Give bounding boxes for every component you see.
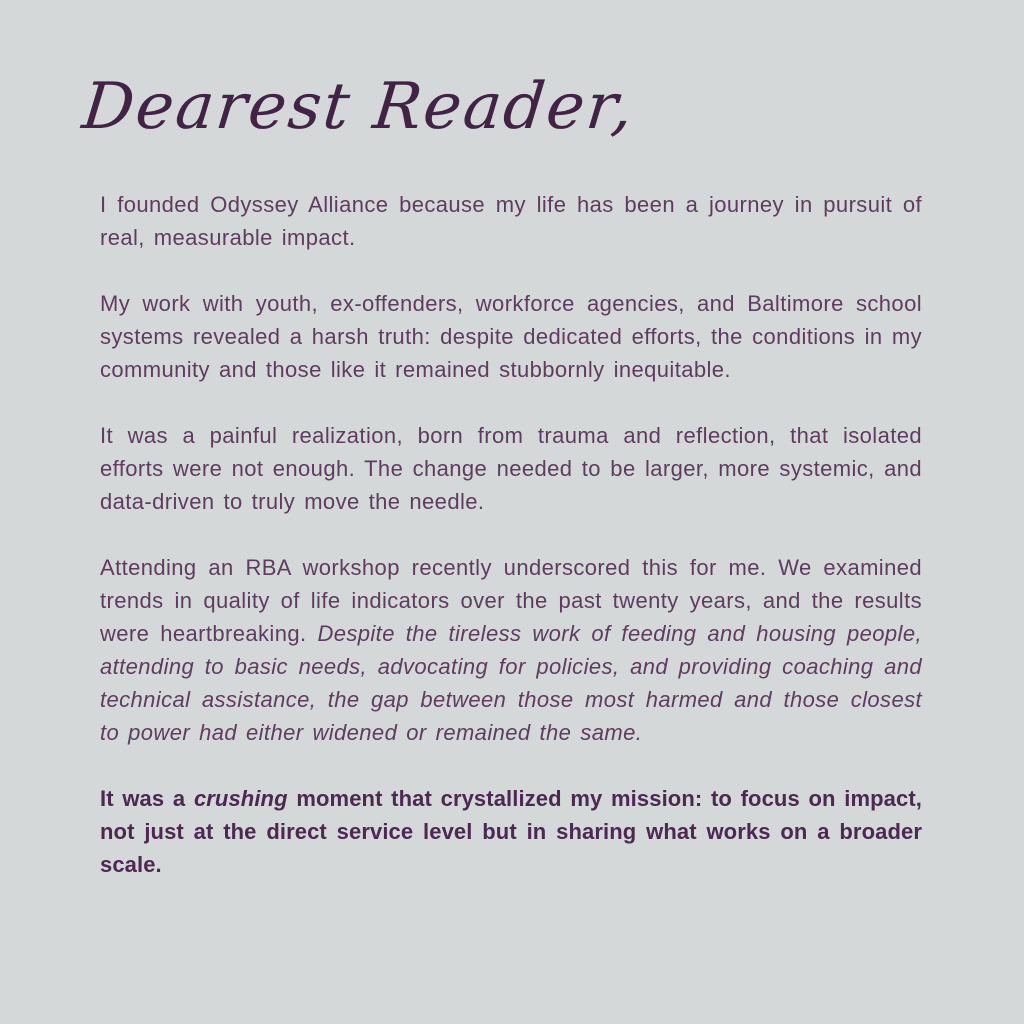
paragraph-realization [100, 419, 922, 518]
letter-page [78, 0, 922, 881]
paragraph-rba-workshop [100, 551, 922, 749]
paragraph-text-bold: It was a [100, 786, 194, 811]
letter-body [100, 188, 922, 881]
paragraph-text: It was a painful realization, born from trauma and reflection, that isolated efforts were not enough. The change needed to be larger, more systemic, and data-driven to truly move the needle. [100, 423, 922, 514]
paragraph-mission [100, 782, 922, 881]
paragraph-text: I founded Odyssey Alliance because my life has been a journey in pursuit of real, measurable impact. [100, 192, 922, 250]
paragraph-text: My work with youth, ex-offenders, workforce agencies, and Baltimore school systems revealed a harsh truth: despite dedicated efforts, the conditions in my community and those like it remained stubbornly inequitable. [100, 291, 922, 382]
paragraph-text-bold: moment that crystallized my mission: to focus on impact, not just at the direct service level but in sharing what works on a broader scale. [100, 786, 922, 877]
paragraph-text-bold-italic: crushing [193, 786, 288, 811]
paragraph-work-history [100, 287, 922, 386]
paragraph-text-italic: Despite the tireless work of feeding and housing people, attending to basic needs, advocating for policies, and providing coaching and technical assistance, the gap between those most harmed and those closest to power had either widened or remained the same. [100, 621, 922, 745]
paragraph-founding [100, 188, 922, 254]
salutation-script-heading: Dearest Reader, [78, 70, 639, 144]
paragraph-text: Attending an RBA workshop recently underscored this for me. We examined trends in quality of life indicators over the past twenty years, and the results were heartbreaking. [100, 555, 922, 646]
